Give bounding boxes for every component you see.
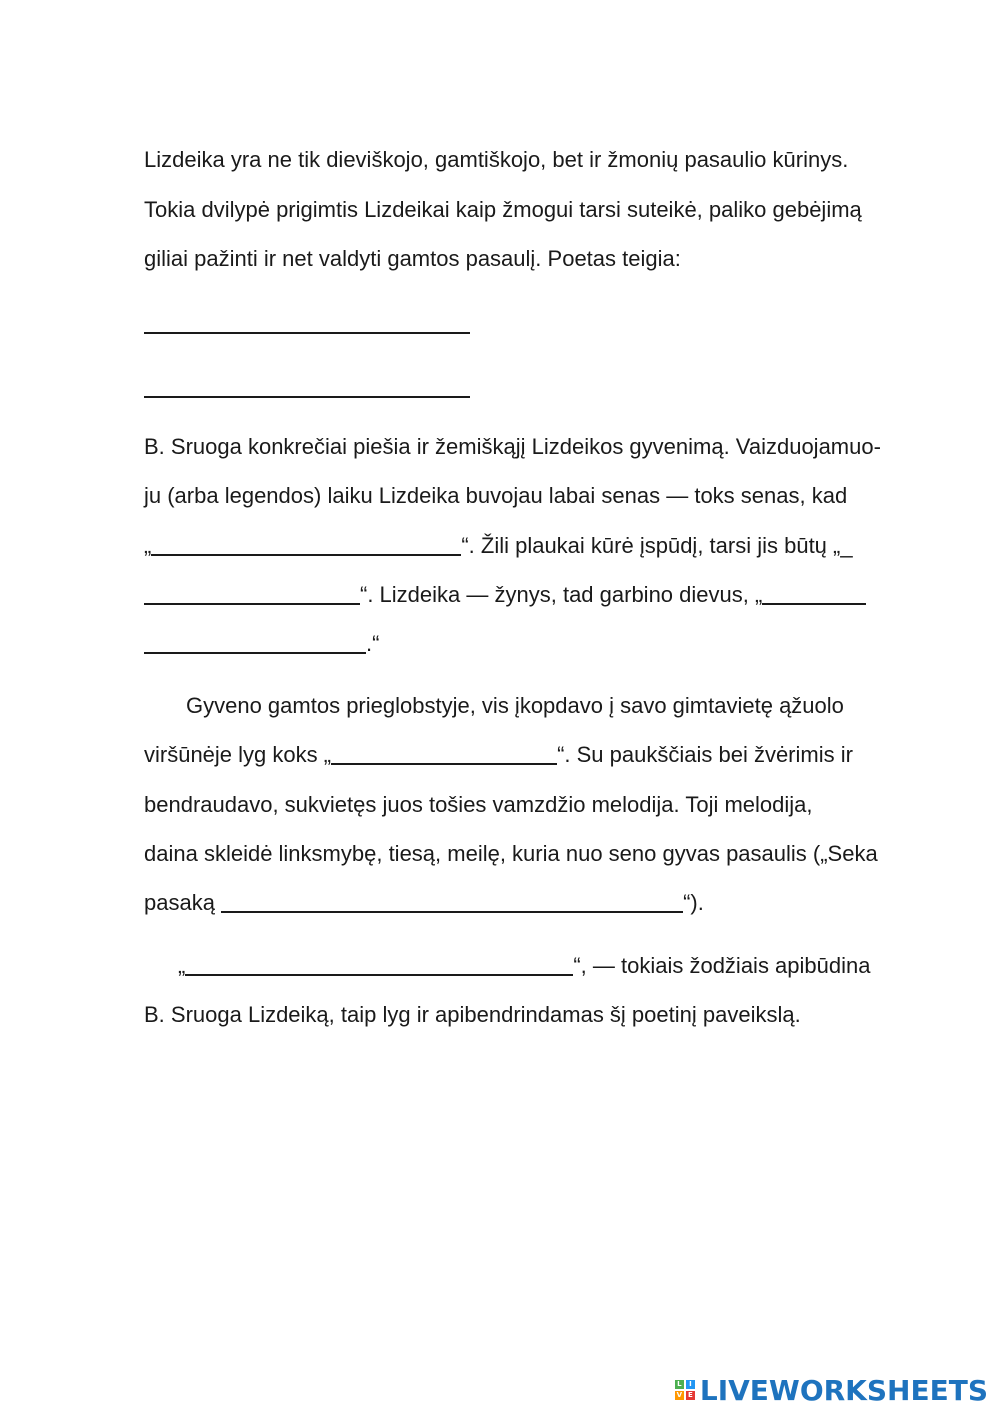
answer-blank-3[interactable]: [151, 532, 461, 556]
answer-blank-1[interactable]: [144, 332, 470, 334]
text-fragment: pasaką: [144, 890, 222, 915]
text-line: B. Sruoga konkrečiai piešia ir žemiškąjį Lizdeikos gyvenimą. Vaizduojamuo-: [144, 434, 881, 459]
answer-blank-8[interactable]: [185, 952, 573, 976]
text-fragment: “. Su paukščiais bei žvėrimis ir: [557, 742, 853, 767]
text-line: [144, 629, 948, 659]
text-fragment: viršūnėje lyg koks „: [144, 742, 332, 767]
text-line: Tokia dvilypė prigimtis Lizdeikai kaip žmogui tarsi suteikė, paliko gebėjimą: [144, 197, 862, 222]
text-line: [144, 888, 948, 918]
logo-letter: V: [676, 1391, 683, 1399]
text-line: [144, 531, 948, 561]
text-line: B. Sruoga Lizdeiką, taip lyg ir apibendrindamas šį poetinį paveikslą.: [144, 1002, 801, 1027]
answer-blank-4[interactable]: [144, 581, 360, 605]
logo-letter: I: [686, 1380, 695, 1389]
text-line: ju (arba legendos) laiku Lizdeika buvojau labai senas — toks senas, kad: [144, 483, 848, 508]
answer-blank-6[interactable]: [331, 741, 557, 765]
open-quote: „: [178, 953, 186, 978]
text-line: [178, 951, 948, 981]
open-quote: „: [144, 533, 152, 558]
text-line: [144, 580, 948, 610]
answer-blank-2[interactable]: [144, 396, 470, 398]
answer-blank-7[interactable]: [221, 889, 683, 913]
text-line: Gyveno gamtos prieglobstyje, vis įkopdavo į savo gimtavietę ąžuolo: [186, 693, 844, 718]
answer-blank-5-continued[interactable]: [144, 630, 366, 654]
text-fragment: “. Žili plaukai kūrė įspūdį, tarsi jis būtų „_: [461, 533, 853, 558]
text-line: giliai pažinti ir net valdyti gamtos pasaulį. Poetas teigia:: [144, 246, 681, 271]
text-line: [144, 740, 948, 770]
logo-mark-icon: [675, 1380, 695, 1400]
text-fragment: .“: [366, 631, 380, 656]
text-line: daina skleidė linksmybę, tiesą, meilę, kuria nuo seno gyvas pasaulis („Seka: [144, 841, 878, 866]
text-line: bendraudavo, sukvietęs juos tošies vamzdžio melodija. Toji melodija,: [144, 792, 813, 817]
text-fragment: “. Lizdeika — žynys, tad garbino dievus, „: [360, 582, 763, 607]
text-fragment: “).: [683, 890, 704, 915]
answer-blank-5[interactable]: [762, 581, 866, 605]
liveworksheets-logo: [675, 1372, 988, 1408]
text-fragment: “, — tokiais žodžiais apibūdina: [573, 953, 871, 978]
text-line: Lizdeika yra ne tik dieviškojo, gamtiškojo, bet ir žmonių pasaulio kūrinys.: [144, 147, 849, 172]
logo-text: LIVEWORKSHEETS: [699, 1373, 988, 1407]
logo-letter: L: [675, 1380, 684, 1389]
logo-letter: E: [686, 1391, 695, 1400]
